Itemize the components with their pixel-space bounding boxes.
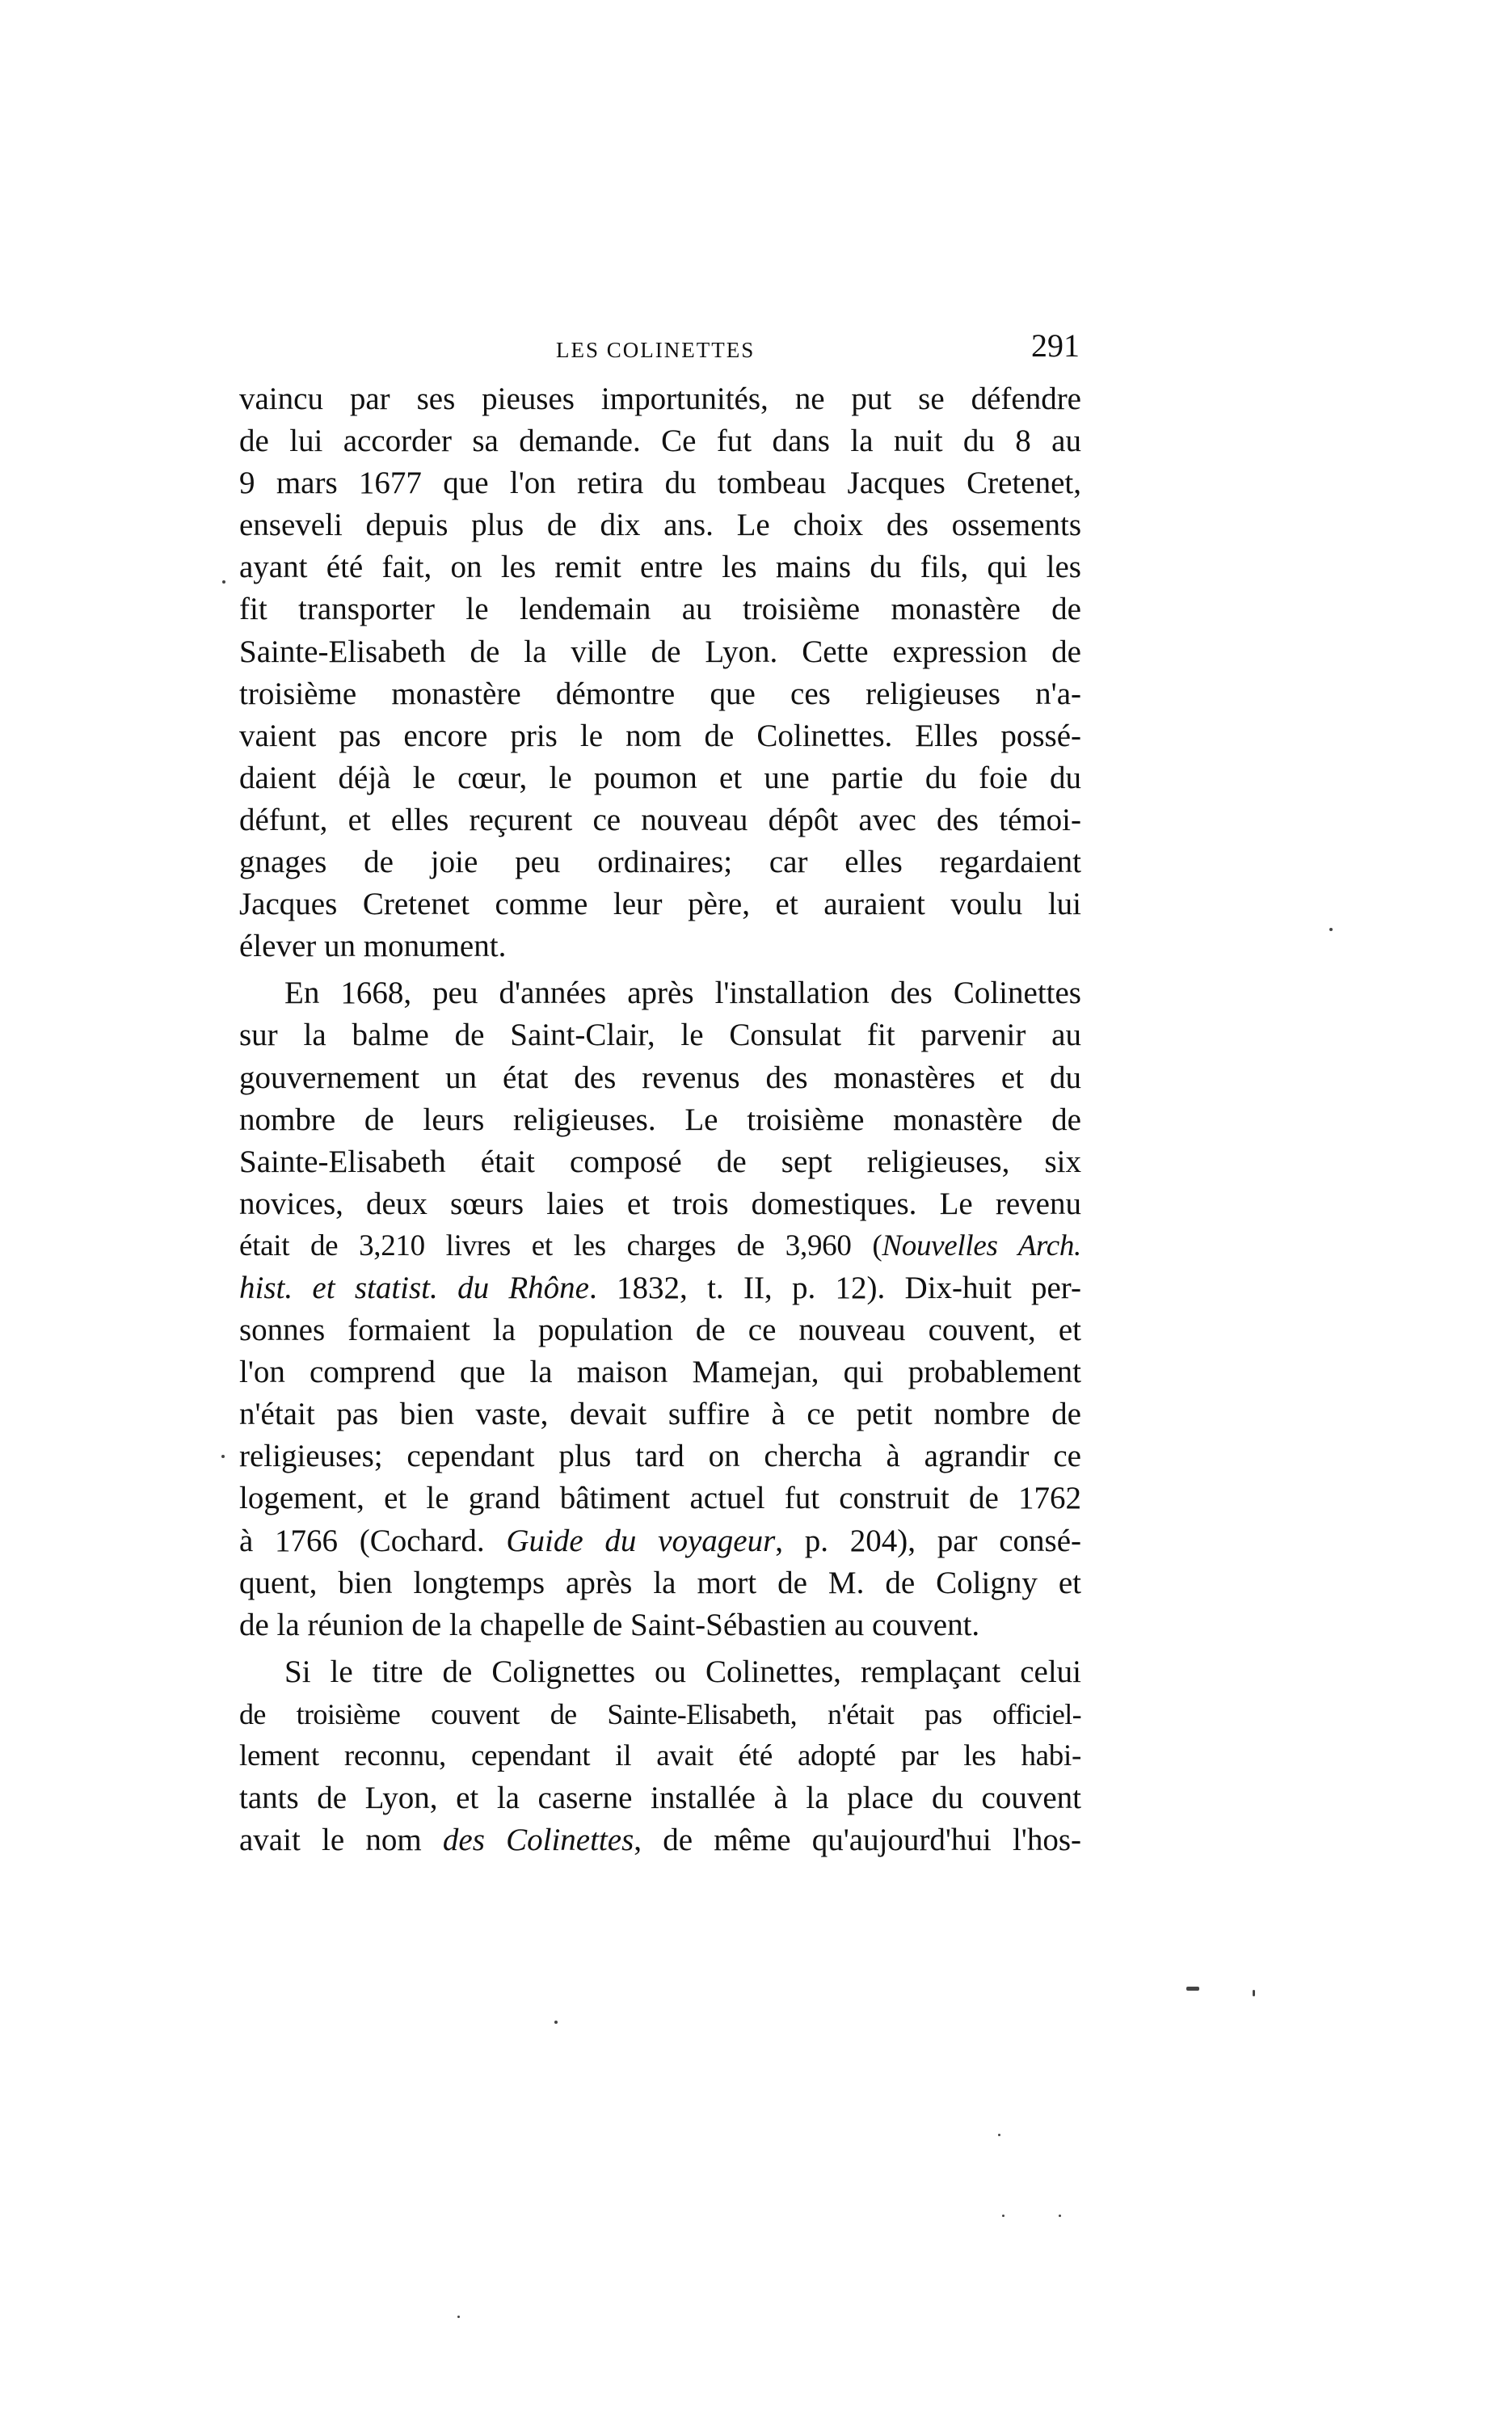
text-line: Sainte-Elisabeth était composé de sept religieuses, six [239, 1144, 1081, 1179]
text-line: logement, et le grand bâtiment actuel fut construit de 1762 [239, 1481, 1081, 1516]
scan-speck [1002, 2215, 1004, 2217]
text-line: de troisième couvent de Sainte-Elisabeth, n'était pas officiel- [239, 1697, 1081, 1730]
text-run: à 1766 (Cochard. [239, 1523, 507, 1558]
text-line [239, 1520, 1081, 1562]
text-line: élever un monument. [239, 929, 507, 964]
text-line: sur la balme de Saint-Clair, le Consulat fit parvenir au [239, 1018, 1081, 1053]
running-title: LES COLINETTES [556, 338, 756, 362]
scan-speck [998, 2134, 1000, 2136]
text-line: nombre de leurs religieuses. Le troisième monastère de [239, 1102, 1081, 1137]
text-line: vaient pas encore pris le nom de Colinettes. Elles possé- [239, 718, 1081, 753]
text-line: Sainte-Elisabeth de la ville de Lyon. Cette expression de [239, 634, 1081, 669]
text-line: défunt, et elles reçurent ce nouveau dépôt avec des témoi- [239, 802, 1081, 837]
text-line [239, 1819, 1081, 1861]
scan-speck [554, 2021, 558, 2024]
text-line: lement reconnu, cependant il avait été adopté par les habi- [239, 1739, 1081, 1772]
text-line: 9 mars 1677 que l'on retira du tombeau Jacques Cretenet, [239, 466, 1081, 501]
text-line: gouvernement un état des revenus des monastères et du [239, 1060, 1081, 1095]
page-number: 291 [1031, 327, 1080, 364]
scan-speck [222, 580, 225, 584]
text-line: troisième monastère démontre que ces religieuses n'a- [239, 676, 1081, 711]
text-line: quent, bien longtemps après la mort de M. de Coligny et [239, 1565, 1081, 1600]
text-line: tants de Lyon, et la caserne installée à la place du couvent [239, 1781, 1081, 1816]
scan-speck [457, 2316, 460, 2318]
citation-italic: Guide du voyageur [506, 1523, 776, 1558]
text-line: enseveli depuis plus de dix ans. Le choix des ossements [239, 508, 1081, 543]
text-line: sonnes formaient la population de ce nouveau couvent, et [239, 1313, 1081, 1348]
text-line: Si le titre de Colignettes ou Colinettes, remplaçant celui [284, 1654, 1081, 1689]
text-line: gnages de joie peu ordinaires; car elles regardaient [239, 845, 1081, 880]
paragraph-3 [239, 1651, 1081, 1861]
citation-italic: hist. et statist. du Rhône [239, 1270, 589, 1305]
citation-italic: des Colinettes [442, 1823, 634, 1858]
text-run: avait le nom [239, 1823, 443, 1858]
text-line [239, 1267, 1081, 1309]
scan-speck [1253, 1990, 1255, 1996]
text-line: vaincu par ses pieuses importunités, ne put se défendre [239, 381, 1081, 416]
text-run: , p. 204), par consé- [775, 1523, 1081, 1558]
text-line [239, 1225, 1081, 1267]
paragraph-1 [239, 378, 1081, 967]
text-line: ayant été fait, on les remit entre les mains du fils, qui les [239, 550, 1081, 585]
scan-speck [1059, 2215, 1061, 2217]
page-header [239, 325, 1081, 365]
scan-speck [221, 1455, 225, 1458]
text-line: En 1668, peu d'années après l'installation des Colinettes [284, 976, 1081, 1011]
citation-italic: Nouvelles Arch. [882, 1229, 1081, 1262]
text-line: novices, deux sœurs laies et trois domestiques. Le revenu [239, 1186, 1081, 1221]
text-line: daient déjà le cœur, le poumon et une partie du foie du [239, 760, 1081, 795]
text-line: Jacques Cretenet comme leur père, et auraient voulu lui [239, 887, 1081, 922]
text-line: fit transporter le lendemain au troisième monastère de [239, 592, 1081, 627]
text-run: était de 3,210 livres et les charges de 3,960 ( [239, 1229, 882, 1262]
text-line: religieuses; cependant plus tard on chercha à agrandir ce [239, 1439, 1081, 1474]
text-line: l'on comprend que la maison Mamejan, qui probablement [239, 1355, 1081, 1390]
text-line: n'était pas bien vaste, devait suffire à ce petit nombre de [239, 1397, 1081, 1432]
text-run: , de même qu'aujourd'hui l'hos- [634, 1823, 1081, 1858]
text-run: . 1832, t. II, p. 12). Dix-huit per- [589, 1270, 1081, 1305]
body-text [239, 378, 1081, 1861]
paragraph-2 [239, 972, 1081, 1646]
text-line: de lui accorder sa demande. Ce fut dans la nuit du 8 au [239, 424, 1081, 459]
text-line: de la réunion de la chapelle de Saint-Sébastien au couvent. [239, 1607, 980, 1642]
scan-speck [1329, 928, 1333, 931]
scan-speck [1186, 1987, 1199, 1991]
